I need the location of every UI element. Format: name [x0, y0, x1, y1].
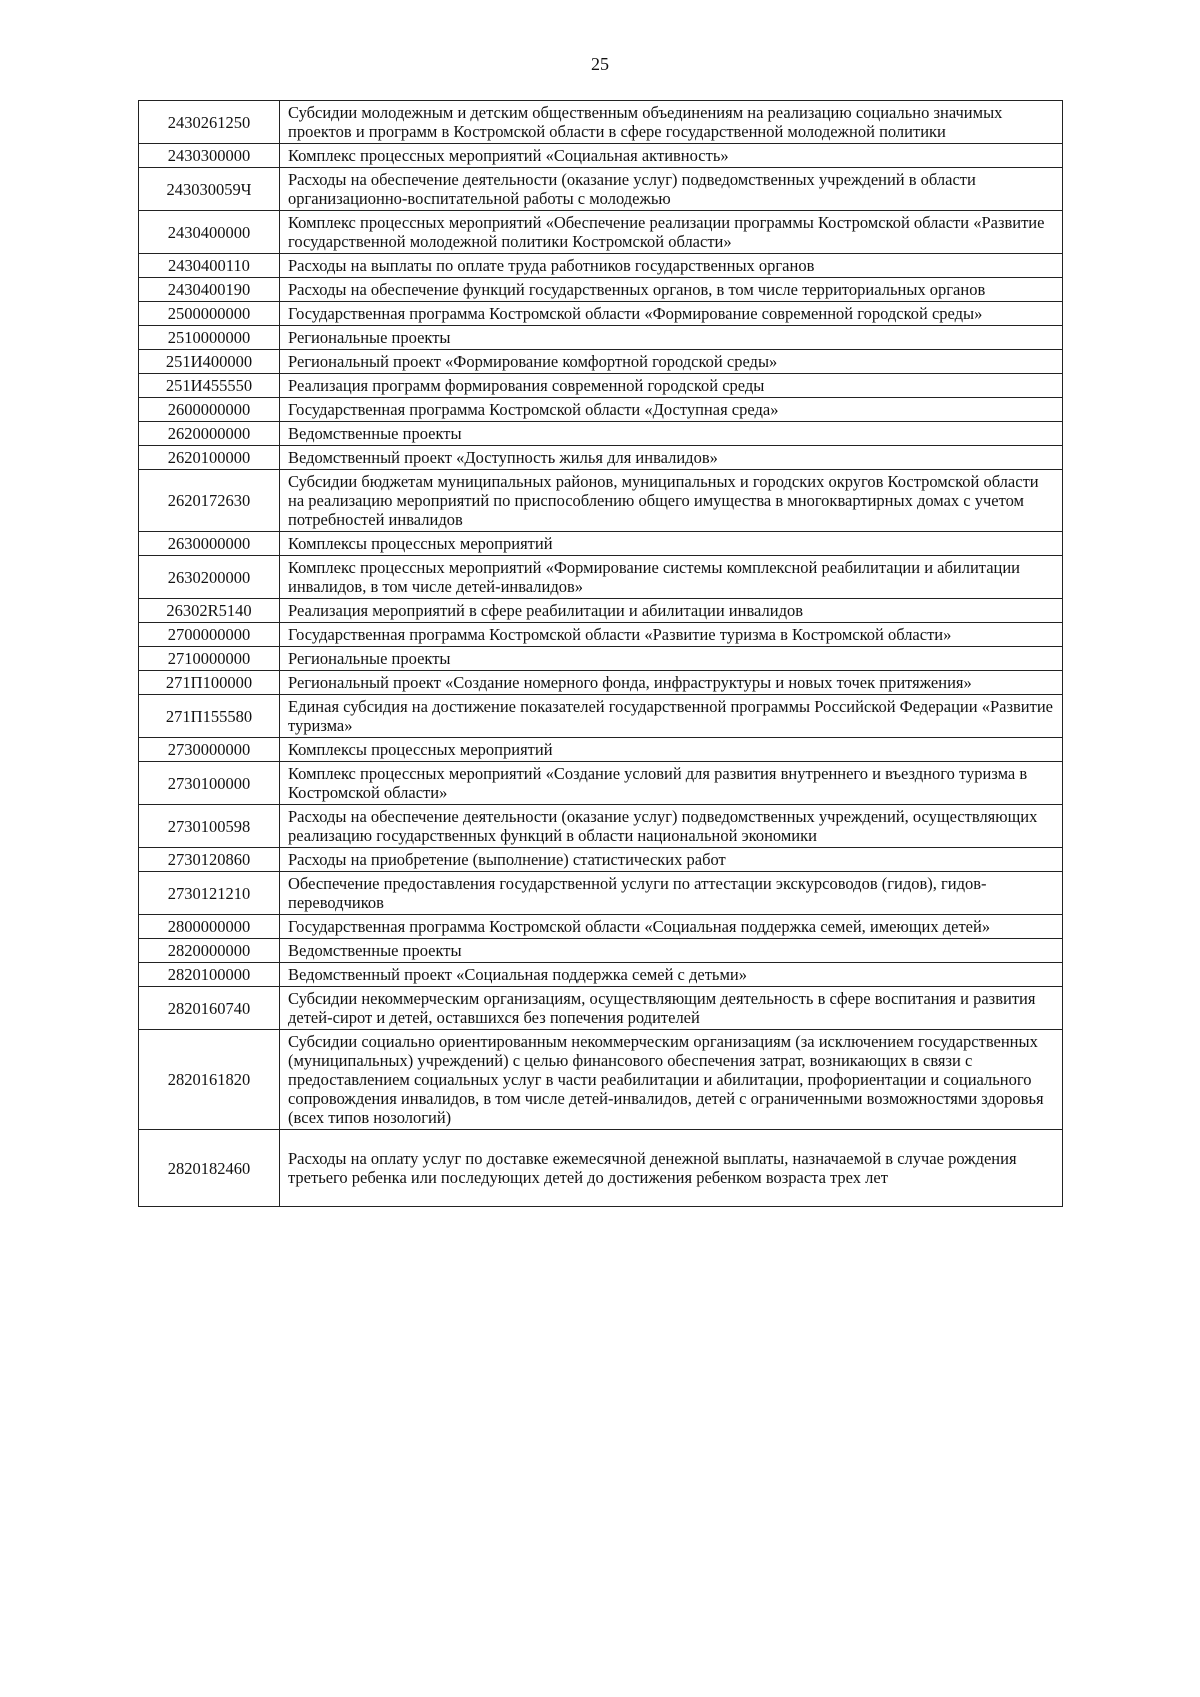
code-cell: 2430400000 [139, 211, 280, 254]
code-cell: 2730000000 [139, 738, 280, 762]
code-cell: 2630000000 [139, 532, 280, 556]
description-cell: Расходы на выплаты по оплате труда работников государственных органов [280, 254, 1063, 278]
table-row [139, 738, 1063, 762]
table-row [139, 599, 1063, 623]
table-row [139, 805, 1063, 848]
code-cell: 2820160740 [139, 987, 280, 1030]
table-row [139, 987, 1063, 1030]
description-cell: Региональный проект «Формирование комфортной городской среды» [280, 350, 1063, 374]
description-cell: Ведомственные проекты [280, 939, 1063, 963]
code-cell: 2820000000 [139, 939, 280, 963]
code-cell: 2510000000 [139, 326, 280, 350]
table-row [139, 1030, 1063, 1130]
table-row [139, 211, 1063, 254]
table-row [139, 848, 1063, 872]
table-row [139, 556, 1063, 599]
description-cell: Комплекс процессных мероприятий «Социальная активность» [280, 144, 1063, 168]
code-cell: 2730100000 [139, 762, 280, 805]
table-row [139, 446, 1063, 470]
code-cell: 2730120860 [139, 848, 280, 872]
table-row [139, 398, 1063, 422]
table-row [139, 963, 1063, 987]
description-cell: Государственная программа Костромской области «Развитие туризма в Костромской области» [280, 623, 1063, 647]
table-row [139, 350, 1063, 374]
description-cell: Комплексы процессных мероприятий [280, 738, 1063, 762]
code-cell: 2730121210 [139, 872, 280, 915]
table-row [139, 647, 1063, 671]
code-cell: 2600000000 [139, 398, 280, 422]
code-cell: 2430300000 [139, 144, 280, 168]
description-cell: Комплексы процессных мероприятий [280, 532, 1063, 556]
code-cell: 2800000000 [139, 915, 280, 939]
code-cell: 251И455550 [139, 374, 280, 398]
code-cell: 2710000000 [139, 647, 280, 671]
description-cell: Государственная программа Костромской области «Доступная среда» [280, 398, 1063, 422]
table-row [139, 671, 1063, 695]
description-cell: Ведомственный проект «Доступность жилья для инвалидов» [280, 446, 1063, 470]
description-cell: Комплекс процессных мероприятий «Обеспечение реализации программы Костромской области «Развитие государственной молодежной политики Костромской области» [280, 211, 1063, 254]
table-row [139, 101, 1063, 144]
description-cell: Реализация мероприятий в сфере реабилитации и абилитации инвалидов [280, 599, 1063, 623]
table-row [139, 915, 1063, 939]
description-cell: Обеспечение предоставления государственной услуги по аттестации экскурсоводов (гидов), гидов-переводчиков [280, 872, 1063, 915]
code-cell: 2820182460 [139, 1130, 280, 1207]
description-cell: Региональные проекты [280, 647, 1063, 671]
description-cell: Расходы на обеспечение функций государственных органов, в том числе территориальных органов [280, 278, 1063, 302]
code-cell: 2620172630 [139, 470, 280, 532]
code-cell: 2820161820 [139, 1030, 280, 1130]
description-cell: Единая субсидия на достижение показателей государственной программы Российской Федерации «Развитие туризма» [280, 695, 1063, 738]
table-row [139, 939, 1063, 963]
table-row [139, 623, 1063, 647]
description-cell: Расходы на обеспечение деятельности (оказание услуг) подведомственных учреждений в области организационно-воспитательной работы с молодежью [280, 168, 1063, 211]
code-cell: 2730100598 [139, 805, 280, 848]
description-cell: Комплекс процессных мероприятий «Создание условий для развития внутреннего и въездного туризма в Костромской области» [280, 762, 1063, 805]
description-cell: Расходы на оплату услуг по доставке ежемесячной денежной выплаты, назначаемой в случае рождения третьего ребенка или последующих детей до достижения ребенком возраста трех лет [280, 1130, 1063, 1207]
description-cell: Реализация программ формирования современной городской среды [280, 374, 1063, 398]
description-cell: Государственная программа Костромской области «Социальная поддержка семей, имеющих детей» [280, 915, 1063, 939]
description-cell: Комплекс процессных мероприятий «Формирование системы комплексной реабилитации и абилитации инвалидов, в том числе детей-инвалидов» [280, 556, 1063, 599]
code-cell: 26302R5140 [139, 599, 280, 623]
code-cell: 2500000000 [139, 302, 280, 326]
description-cell: Субсидии бюджетам муниципальных районов, муниципальных и городских округов Костромской области на реализацию мероприятий по приспособлению общего имущества в многоквартирных домах с учетом потребностей инвалидов [280, 470, 1063, 532]
table-row [139, 144, 1063, 168]
table-row [139, 1130, 1063, 1207]
code-cell: 2820100000 [139, 963, 280, 987]
budget-code-table [138, 100, 1063, 1207]
table-row [139, 422, 1063, 446]
description-cell: Государственная программа Костромской области «Формирование современной городской среды» [280, 302, 1063, 326]
table-row [139, 695, 1063, 738]
description-cell: Ведомственный проект «Социальная поддержка семей с детьми» [280, 963, 1063, 987]
table-row [139, 254, 1063, 278]
table-row [139, 302, 1063, 326]
description-cell: Субсидии молодежным и детским общественным объединениям на реализацию социально значимых проектов и программ в Костромской области в сфере государственной молодежной политики [280, 101, 1063, 144]
table-row [139, 762, 1063, 805]
code-cell: 251И400000 [139, 350, 280, 374]
description-cell: Расходы на приобретение (выполнение) статистических работ [280, 848, 1063, 872]
code-cell: 2620100000 [139, 446, 280, 470]
code-cell: 2700000000 [139, 623, 280, 647]
code-cell: 2620000000 [139, 422, 280, 446]
code-cell: 2430261250 [139, 101, 280, 144]
description-cell: Региональные проекты [280, 326, 1063, 350]
description-cell: Расходы на обеспечение деятельности (оказание услуг) подведомственных учреждений, осуществляющих реализацию государственных функций в области национальной экономики [280, 805, 1063, 848]
code-cell: 271П100000 [139, 671, 280, 695]
code-cell: 2430400190 [139, 278, 280, 302]
description-cell: Региональный проект «Создание номерного фонда, инфраструктуры и новых точек притяжения» [280, 671, 1063, 695]
table-row [139, 872, 1063, 915]
table-row [139, 168, 1063, 211]
table-row [139, 374, 1063, 398]
description-cell: Субсидии социально ориентированным некоммерческим организациям (за исключением государственных (муниципальных) учреждений) с целью финансового обеспечения затрат, возникающих в связи с предоставлением социальных услуг в части реабилитации и абилитации, профориентации и социального сопровождения инвалидов, в том числе детей-инвалидов, детей с ограниченными возможностями здоровья (всех типов нозологий) [280, 1030, 1063, 1130]
code-cell: 2630200000 [139, 556, 280, 599]
code-cell: 271П155580 [139, 695, 280, 738]
table-row [139, 278, 1063, 302]
description-cell: Субсидии некоммерческим организациям, осуществляющим деятельность в сфере воспитания и развития детей-сирот и детей, оставшихся без попечения родителей [280, 987, 1063, 1030]
table-row [139, 470, 1063, 532]
page-number: 25 [591, 54, 609, 74]
code-cell: 243030059Ч [139, 168, 280, 211]
description-cell: Ведомственные проекты [280, 422, 1063, 446]
table-row [139, 532, 1063, 556]
table-row [139, 326, 1063, 350]
code-cell: 2430400110 [139, 254, 280, 278]
